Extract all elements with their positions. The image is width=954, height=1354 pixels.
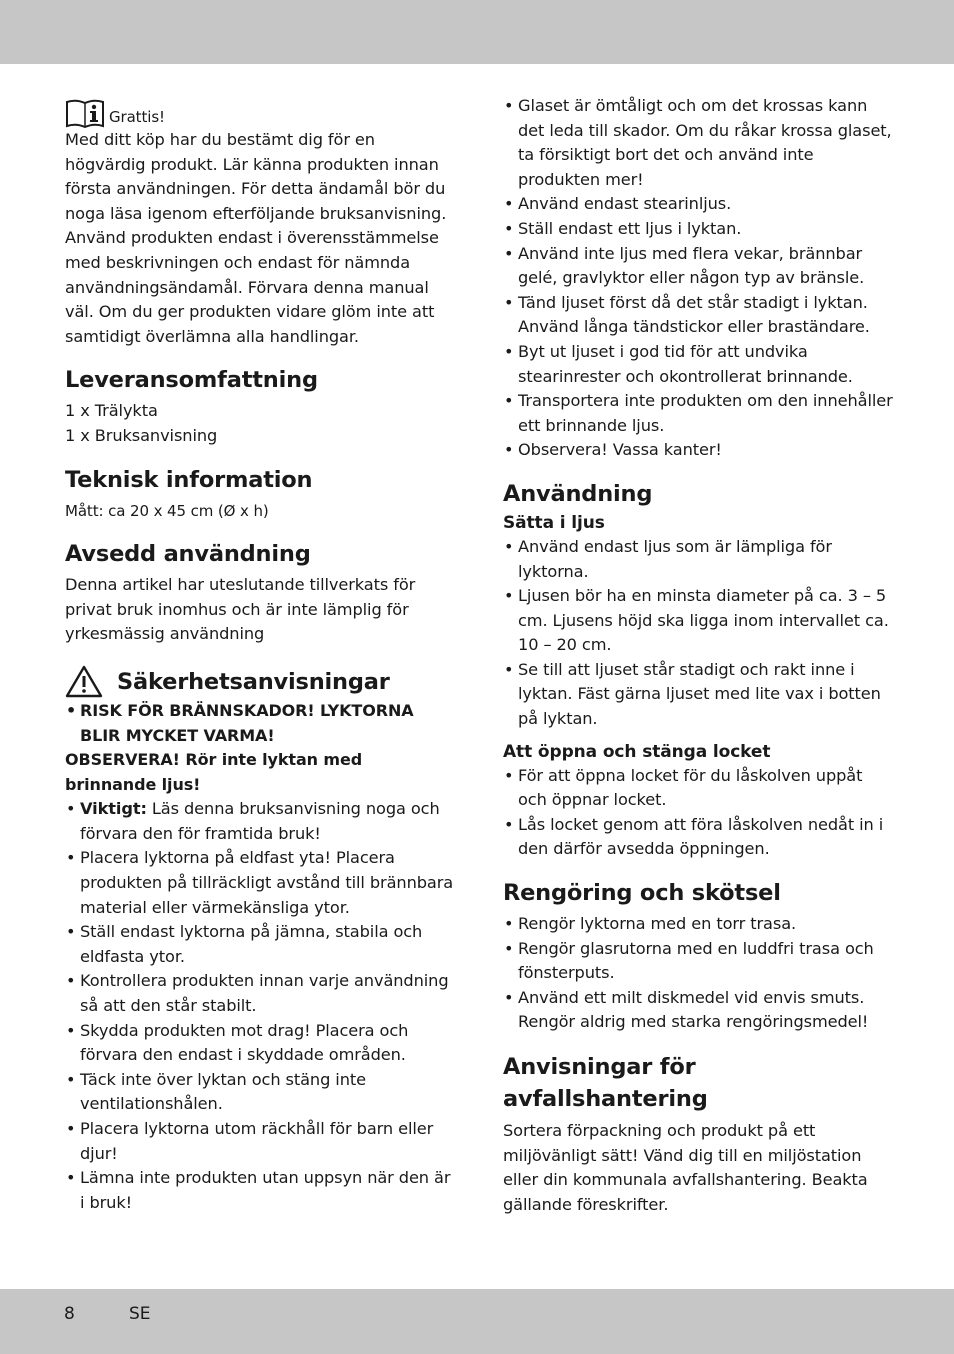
manual-info-icon [65, 98, 105, 130]
safety-item: • Placera lyktorna utom räckhåll för barn eller djur! [65, 1117, 457, 1166]
observera-text: OBSERVERA! Rör inte lyktan med brinnande ljus! [65, 750, 363, 794]
safety-item: • Skydda produkten mot drag! Placera och förvara den endast i skyddade områden. [65, 1019, 457, 1068]
safety-item: • Byt ut ljuset i god tid för att undvika stearinrester och okontrollerat brinnande. [503, 340, 895, 389]
safety-item: • Observera! Vassa kanter! [503, 438, 895, 463]
teknisk-text: Mått: ca 20 x 45 cm (Ø x h) [65, 501, 269, 520]
leverans-heading: Leveransomfattning [65, 367, 318, 394]
satta-i-ljus-heading: Sätta i ljus [503, 512, 605, 533]
viktigt-item [65, 797, 457, 846]
language-code: SE [129, 1304, 151, 1324]
leverans-item-1: 1 x Trälykta [65, 401, 158, 421]
rengoring-item: • Rengör lyktorna med en torr trasa. [503, 912, 895, 937]
anvandning-list-2 [503, 764, 895, 862]
sakerhet-header [65, 665, 457, 699]
warning-triangle-icon [65, 665, 103, 698]
safety-item: • Glaset är ömtåligt och om det krossas kann det leda till skador. Om du råkar krossa glaset, ta försiktigt bort det och använd inte produkten mer! [503, 94, 895, 192]
anvandning-list-1 [503, 535, 895, 732]
right-column [503, 94, 895, 1217]
sakerhet-heading: Säkerhetsanvisningar [117, 668, 390, 695]
risk-item: • RISK FÖR BRÄNNSKADOR! LYKTORNA BLIR MYCKET VARMA! [65, 699, 457, 748]
safety-list-right [503, 94, 895, 463]
rengoring-item: • Rengör glasrutorna med en luddfri trasa och fönsterputs. [503, 937, 895, 986]
page-number: 8 [64, 1304, 75, 1324]
anvandning-item: • Lås locket genom att föra låskolven nedåt in i den därför avsedda öppningen. [503, 813, 895, 862]
intro-header [65, 96, 457, 130]
viktigt-label: Viktigt: [80, 799, 147, 819]
anvandning-heading: Användning [503, 480, 653, 507]
oppna-locket-heading: Att öppna och stänga locket [503, 741, 771, 762]
safety-item: • Lämna inte produkten utan uppsyn när den är i bruk! [65, 1166, 457, 1215]
rengoring-list [503, 912, 895, 1035]
rengoring-heading: Rengöring och skötsel [503, 880, 781, 907]
anvandning-item: • Ljusen bör ha en minsta diameter på ca. 3 – 5 cm. Ljusens höjd ska ligga inom intervallet ca. 10 – 20 cm. [503, 584, 895, 658]
safety-item: • Tänd ljuset först då det står stadigt i lyktan. Använd långa tändstickor eller braständare. [503, 291, 895, 340]
safety-item: • Placera lyktorna på eldfast yta! Placera produkten på tillräckligt avstånd till brännbara material eller värmekänsliga ytor. [65, 846, 457, 920]
avsedd-text: Denna artikel har uteslutande tillverkats för privat bruk inomhus och är inte lämplig för yrkesmässig användning [65, 575, 416, 644]
avsedd-heading: Avsedd användning [65, 541, 311, 568]
safety-item: • Ställ endast ett ljus i lyktan. [503, 217, 895, 242]
safety-list-left [65, 797, 457, 1215]
safety-item: • Använd inte ljus med flera vekar, brännbar gelé, gravlyktor eller någon typ av bränsle. [503, 242, 895, 291]
avfall-text: Sortera förpackning och produkt på ett miljövänligt sätt! Vänd dig till en miljöstation eller din kommunala avfallshantering. Beakta gällande föreskrifter. [503, 1121, 868, 1214]
safety-item: • Ställ endast lyktorna på jämna, stabila och eldfasta ytor. [65, 920, 457, 969]
grattis-label: Grattis! [109, 108, 165, 127]
header-band [0, 0, 954, 64]
anvandning-item: • Använd endast ljus som är lämpliga för lyktorna. [503, 535, 895, 584]
safety-item: • Täck inte över lyktan och stäng inte ventilationshålen. [65, 1068, 457, 1117]
leverans-item-2: 1 x Bruksanvisning [65, 425, 218, 445]
anvandning-item: • För att öppna locket för du låskolven uppåt och öppnar locket. [503, 764, 895, 813]
anvandning-item: • Se till att ljuset står stadigt och rakt inne i lyktan. Fäst gärna ljuset med lite vax i botten på lyktan. [503, 658, 895, 732]
viktigt-text: Läs denna bruksanvisning noga och förvara den för framtida bruk! [80, 799, 440, 843]
avfall-heading: Anvisningar för avfallshantering [503, 1054, 708, 1112]
intro-text: Med ditt köp har du bestämt dig för en högvärdig produkt. Lär känna produkten innan första användningen. För detta ändamål bör du noga läsa igenom efterföljande bruksanvisning. Använd produkten endast i överensstämmelse med beskrivningen och endast för nämnda användningsändamål. Förvara denna manual väl. Om du ger produkten vidare glöm inte att samtidigt överlämna alla handlingar. [65, 130, 447, 346]
left-column [65, 96, 457, 1215]
risk-list [65, 699, 457, 748]
rengoring-item: • Använd ett milt diskmedel vid envis smuts. Rengör aldrig med starka rengöringsmedel! [503, 986, 895, 1035]
safety-item: • Använd endast stearinljus. [503, 192, 895, 217]
safety-item: • Kontrollera produkten innan varje användning så att den står stabilt. [65, 969, 457, 1018]
teknisk-heading: Teknisk information [65, 466, 313, 493]
safety-item: • Transportera inte produkten om den innehåller ett brinnande ljus. [503, 389, 895, 438]
